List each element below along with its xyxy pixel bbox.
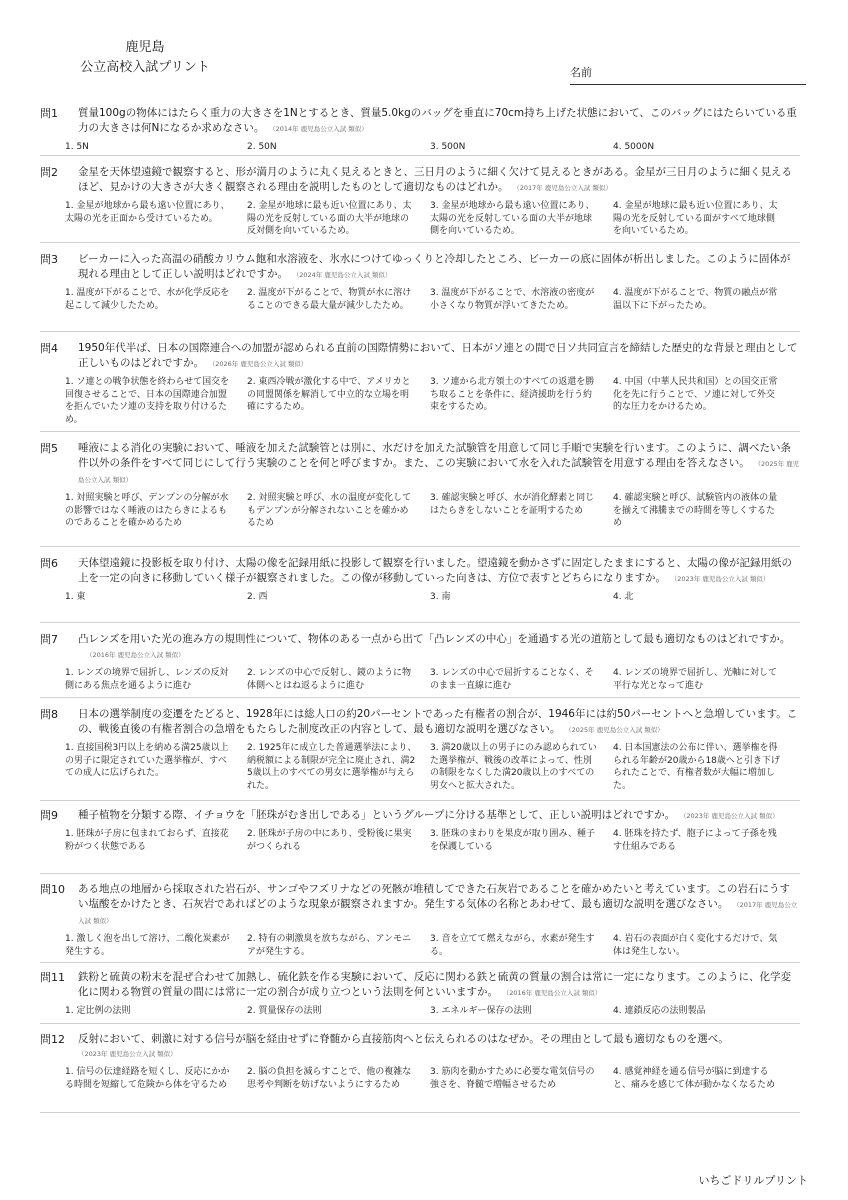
- choice-2[interactable]: 2. 質量保存の法則: [247, 1006, 322, 1016]
- divider: [40, 622, 800, 623]
- source-note: （2016年 鹿児島公立入試 類似）: [506, 989, 602, 997]
- choice-3[interactable]: 3. 満20歳以上の男子にのみ認められていた選挙権が、戦後の改革によって、性別の制限をなくした満20歳以上のすべての男女へと拡大された。: [430, 743, 597, 791]
- choice-2[interactable]: 2. 西: [247, 592, 268, 602]
- question-text: 金星を天体望遠鏡で観察すると、形が満月のように丸く見えるときと、三日月のように細く欠けて見えるときがある。金星が三日月のように細く見えるほど、見かけの大きさが大きく観察される理由を説明したものとして適切なものはどれか。 （2017年 鹿児島公立入試 類似）: [78, 166, 792, 193]
- question-6: [40, 556, 800, 602]
- choice-4[interactable]: 4. レンズの境界で屈折し、光軸に対して平行な光となって進む: [613, 668, 777, 691]
- choice-3[interactable]: 3. 金星が地球から最も遠い位置にあり、太陽の光を反射している面の大半が地球側を向いているため。: [430, 201, 595, 236]
- choice-1[interactable]: 1. 激しく泡を出して溶け、二酸化炭素が発生する。: [65, 934, 230, 957]
- choice-3[interactable]: 3. レンズの中心で屈折することなく、そのまま一直線に進む: [430, 668, 594, 691]
- title-print-name: 公立高校入試プリント: [80, 60, 210, 75]
- question-text: 凸レンズを用いた光の進み方の規則性について、物体のある一点から出て「凸レンズの中心」を通過する光の道筋として最も適切なものはどれですか。（2016年 鹿児島公立入試 類似）: [78, 633, 791, 659]
- choice-2[interactable]: 2. 特有の刺激臭を放ちながら、アンモニアが発生する。: [247, 934, 412, 957]
- source-note: （2023年 鹿児島公立入試 類似）: [674, 575, 770, 583]
- choice-3[interactable]: 3. 筋肉を動かすために必要な電気信号の強さを、脊髄で増幅させるため: [430, 1067, 595, 1090]
- question-1: [40, 106, 800, 152]
- divider: [40, 873, 800, 874]
- question-text: 1950年代半ば、日本の国際連合への加盟が認められる直前の国際情勢において、日本がソ連との間で日ソ共同宣言を締結した歴史的な背景と理由として正しいものはどれですか。 （2026年 鹿児島公立入試 類似）: [78, 342, 798, 369]
- choice-4[interactable]: 4. 北: [613, 592, 634, 602]
- source-note: （2025年 鹿児島公立入試 類似）: [78, 460, 800, 484]
- divider: [40, 1023, 800, 1024]
- question-number: 問8: [40, 708, 58, 721]
- title-prefecture: 鹿児島: [125, 40, 165, 55]
- divider: [40, 155, 800, 156]
- question-text: 鉄粉と硫黄の粉末を混ぜ合わせて加熱し、硫化鉄を作る実験において、反応に関わる鉄と硫黄の質量の割合は常に一定になります。このように、化学変化に関わる物質の質量の間には常に一定の割合が成り立つという法則を何といいますか。 （2016年 鹿児島公立入試 類似）: [78, 971, 791, 998]
- choice-2[interactable]: 2. 金星が地球に最も近い位置にあり、太陽の光を反射している面の大半が地球の反対側を向いているため。: [247, 201, 412, 236]
- choice-4[interactable]: 4. 確認実験と呼び、試験管内の液体の量を揃えて沸騰までの時間を等しくするため: [613, 493, 778, 528]
- divider: [40, 962, 800, 963]
- choice-3[interactable]: 3. 温度が下がることで、水溶液の密度が小さくなり物質が浮いてきたため。: [430, 288, 595, 311]
- question-5: [40, 441, 800, 528]
- choice-3[interactable]: 3. 音を立てて燃えながら、水素が発生する。: [430, 934, 595, 957]
- choice-1[interactable]: 1. 定比例の法則: [65, 1006, 131, 1016]
- choice-1[interactable]: 1. 対照実験と呼び、デンプンの分解が水の影響ではなく唾液のはたらきによるものであることを確かめるため: [65, 493, 229, 528]
- question-7: [40, 632, 800, 691]
- question-text: 種子植物を分類する際、イチョウを「胚珠がむき出しである」というグループに分ける基準として、正しい説明はどれですか。 （2023年 鹿児島公立入試 類似）: [78, 809, 779, 821]
- question-number: 問11: [40, 971, 65, 984]
- name-field[interactable]: [570, 64, 806, 85]
- choice-2[interactable]: 2. 1925年に成立した普通選挙法により、納税額による制限が完全に廃止され、満25歳以上のすべての男女に選挙権が与えられた。: [247, 743, 417, 791]
- question-text: 天体望遠鏡に投影板を取り付け、太陽の像を記録用紙に投影して観察を行いました。望遠鏡を動かさずに固定したままにすると、太陽の像が記録用紙の上を一定の向きに移動していく様子が観察されました。この像が移動していった向きは、方位で表すとどちらになりますか。 （2023年 鹿児島公立入試 類似）: [78, 557, 792, 584]
- choice-1[interactable]: 1. 信号の伝達経路を短くし、反応にかかる時間を短縮して危険から体を守るため: [65, 1067, 230, 1090]
- source-note: （2024年 鹿児島公立入試 類似）: [296, 271, 392, 279]
- question-number: 問2: [40, 166, 58, 179]
- divider: [40, 1112, 800, 1113]
- choice-4[interactable]: 4. 温度が下がることで、物質の融点が常温以下に下がったため。: [613, 288, 778, 311]
- question-2: [40, 165, 800, 236]
- question-8: [40, 707, 800, 791]
- question-12: [40, 1032, 800, 1090]
- question-number: 問3: [40, 253, 58, 266]
- footer-brand: いちごドリルプリント: [698, 1174, 808, 1187]
- choice-1[interactable]: 1. 金星が地球から最も遠い位置にあり、太陽の光を正面から受けているため。: [65, 201, 230, 224]
- choice-2[interactable]: 2. レンズの中心で反射し、鏡のように物体側へとはね返るように進む: [247, 668, 411, 691]
- question-3: [40, 252, 800, 311]
- question-9: [40, 808, 800, 852]
- question-11: [40, 970, 800, 1016]
- choice-4[interactable]: 4. 感覚神経を通る信号が脳に到達すると、痛みを感じて体が動かなくなるため: [613, 1067, 776, 1090]
- choice-1[interactable]: 1. レンズの境界で屈折し、レンズの反対側にある焦点を通るように進む: [65, 668, 229, 691]
- divider: [40, 331, 800, 332]
- question-10: [40, 882, 800, 957]
- source-note: （2017年 鹿児島公立入試 類似）: [516, 184, 612, 192]
- source-note: （2017年 鹿児島公立入試 類似）: [78, 901, 798, 925]
- name-label: 名前: [570, 66, 592, 79]
- source-note: （2023年 鹿児島公立入試 類似）: [78, 1050, 177, 1058]
- choice-3[interactable]: 3. エネルギー保存の法則: [430, 1006, 532, 1016]
- question-number: 問7: [40, 633, 58, 646]
- choice-4[interactable]: 4. 岩石の表面が白く変化するだけで、気体は発生しない。: [613, 934, 778, 957]
- choice-4[interactable]: 4. 5000N: [613, 142, 655, 152]
- choice-1[interactable]: 1. 温度が下がることで、水が化学反応を起こして減少したため。: [65, 288, 230, 311]
- question-4: [40, 341, 800, 425]
- choice-1[interactable]: 1. 直接国税3円以上を納める満25歳以上の男子に限定されていた選挙権が、すべての成人に広げられた。: [65, 743, 229, 778]
- choice-3[interactable]: 3. ソ連から北方領土のすべての返還を勝ち取ることを条件に、経済援助を行う約束をするため。: [430, 377, 595, 412]
- question-number: 問12: [40, 1033, 65, 1046]
- source-note: （2023年 鹿児島公立入試 類似）: [683, 812, 779, 820]
- choice-2[interactable]: 2. 脳の負担を減らすことで、他の複雑な思考や判断を妨げないようにするため: [247, 1067, 412, 1090]
- question-text: 質量100gの物体にはたらく重力の大きさを1Nとするとき、質量5.0kgのバッグを垂直に70cm持ち上げた状態において、このバッグにはたらいている重力の大きさは何Nになるか求めなさい。 （2014年 鹿児島公立入試 類似）: [78, 107, 797, 134]
- choice-1[interactable]: 1. 胚珠が子房に包まれておらず、直接花粉がつく状態である: [65, 829, 229, 852]
- choice-4[interactable]: 4. 中国（中華人民共和国）との国交正常化を先に行うことで、ソ連に対して外交的な圧力をかけるため。: [613, 377, 778, 412]
- choice-4[interactable]: 4. 金星が地球に最も近い位置にあり、太陽の光を反射している面がすべて地球側を向いているため。: [613, 201, 778, 236]
- source-note: （2016年 鹿児島公立入試 類似）: [86, 651, 185, 659]
- question-number: 問10: [40, 883, 65, 896]
- choice-1[interactable]: 1. 5N: [65, 142, 89, 152]
- choice-3[interactable]: 3. 500N: [430, 142, 466, 152]
- question-number: 問1: [40, 107, 58, 120]
- question-text: 日本の選挙制度の変遷をたどると、1928年には総人口の約20パーセントであった有権者の割合が、1946年には約50パーセントへと急増しています。この、戦後直後の有権者割合の急増をもたらした制度改正の内容として、最も適切な説明を選びなさい。 （2025年 鹿児島公立入試 類似）: [78, 708, 798, 735]
- divider: [40, 546, 800, 547]
- choice-4[interactable]: 4. 胚珠を持たず、胞子によって子孫を残す仕組みである: [613, 829, 777, 852]
- choice-2[interactable]: 2. 50N: [247, 142, 277, 152]
- page-title: [0, 38, 290, 78]
- choice-3[interactable]: 3. 南: [430, 592, 451, 602]
- question-text: 唾液による消化の実験において、唾液を加えた試験管とは別に、水だけを加えた試験管を用意して同じ手順で実験を行います。このように、調べたい条件以外の条件をすべて同じにして行う実験のことを何と呼びますか。また、この実験において水を入れた試験管を用意する理由を答えなさい。 （2025年 鹿児島公立入試 類似）: [78, 442, 800, 484]
- divider: [40, 242, 800, 243]
- divider: [40, 800, 800, 801]
- question-number: 問6: [40, 557, 58, 570]
- question-number: 問5: [40, 442, 58, 455]
- divider: [40, 431, 800, 432]
- choice-4[interactable]: 4. 日本国憲法の公布に伴い、選挙権を得られる年齢が20歳から18歳へと引き下げられたことで、有権者数が大幅に増加した。: [613, 743, 780, 791]
- source-note: （2025年 鹿児島公立入試 類似）: [568, 726, 664, 734]
- choice-3[interactable]: 3. 胚珠のまわりを果皮が取り囲み、種子を保護している: [430, 829, 595, 852]
- choice-1[interactable]: 1. 東: [65, 592, 86, 602]
- choice-2[interactable]: 2. 温度が下がることで、物質が水に溶けることのできる最大量が減少したため。: [247, 288, 412, 311]
- question-text: 反射において、刺激に対する信号が脳を経由せずに脊髄から直接筋肉へと伝えられるのはなぜか。その理由として最も適切なものを選べ。 （2023年 鹿児島公立入試 類似）: [78, 1032, 800, 1062]
- source-note: （2026年 鹿児島公立入試 類似）: [212, 360, 308, 368]
- choice-2[interactable]: 2. 胚珠が子房の中にあり、受粉後に果実がつくられる: [247, 829, 412, 852]
- choice-3[interactable]: 3. 確認実験と呼び、水が消化酵素と同じはたらきをしないことを証明するため: [430, 493, 595, 516]
- source-note: （2014年 鹿児島公立入試 類似）: [272, 125, 368, 133]
- question-text: ビーカーに入った高温の硝酸カリウム飽和水溶液を、氷水につけてゆっくりと冷却したところ、ビーカーの底に固体が析出しました。このように固体が現れる理由として正しい説明はどれですか。 （2024年 鹿児島公立入試 類似）: [78, 253, 791, 280]
- question-text: ある地点の地層から採取された岩石が、サンゴやフズリナなどの死骸が堆積してできた石灰岩であることを確かめたいと考えています。この岩石にうすい塩酸をかけたとき、石灰岩であればどのような現象が観察されますか。発生する気体の名称とあわせて、最も適切な説明を選びなさい。 （2017年 鹿児島公立入試 類似）: [78, 883, 798, 925]
- question-number: 問4: [40, 342, 58, 355]
- choice-1[interactable]: 1. ソ連との戦争状態を終わらせて国交を回復させることで、日本の国際連合加盟を拒んでいたソ連の支持を取り付けるため。: [65, 377, 230, 425]
- divider: [40, 697, 800, 698]
- choice-2[interactable]: 2. 東西冷戦が激化する中で、アメリカとの同盟関係を解消して中立的な立場を明確にするため。: [247, 377, 411, 412]
- question-number: 問9: [40, 809, 58, 822]
- choice-2[interactable]: 2. 対照実験と呼び、水の温度が変化してもデンプンが分解されないことを確かめるため: [247, 493, 412, 528]
- choice-4[interactable]: 4. 連鎖反応の法則製品: [613, 1006, 706, 1016]
